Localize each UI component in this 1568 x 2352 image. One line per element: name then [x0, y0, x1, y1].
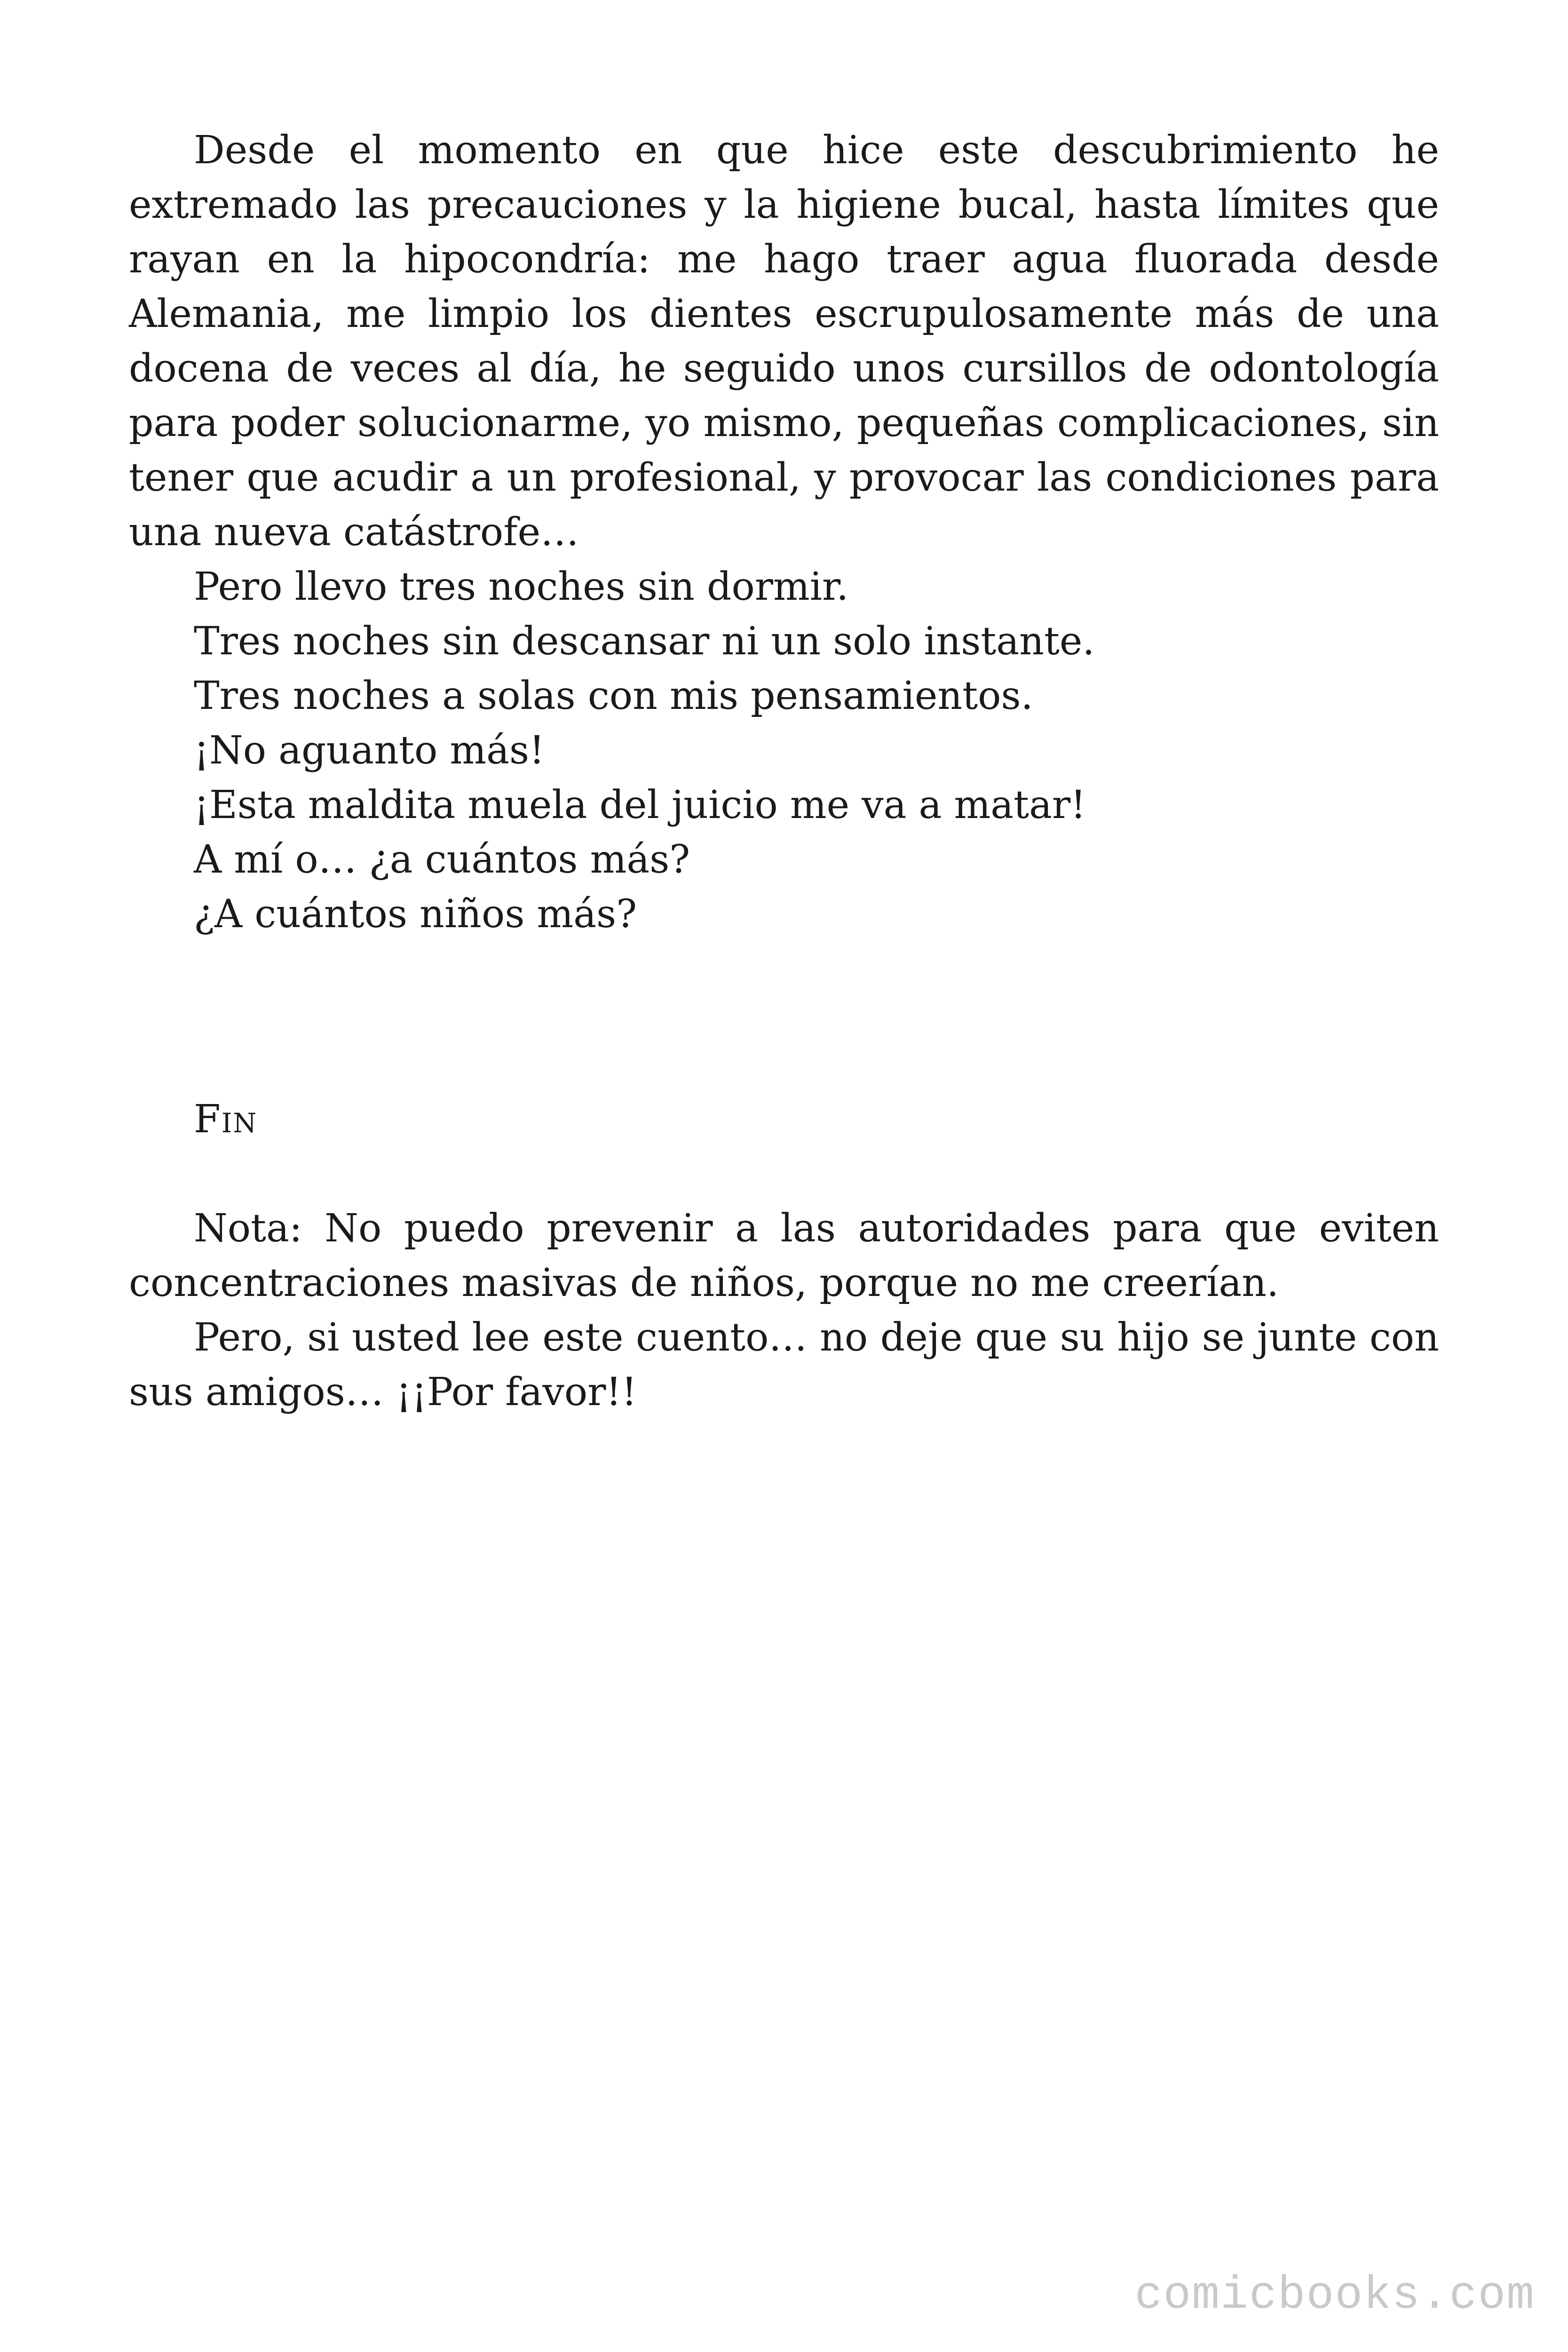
section-spacer [129, 942, 1439, 1092]
paragraph: Tres noches a solas con mis pensamientos. [194, 674, 1033, 718]
paragraph: Tres noches sin descansar ni un solo instante. [194, 619, 1095, 664]
page-body [129, 123, 1439, 1420]
paragraph: ¡Esta maldita muela del juicio me va a matar! [194, 783, 1086, 827]
watermark-text: comicbooks.com [1134, 2270, 1535, 2322]
section-spacer [129, 1147, 1439, 1201]
note-paragraph: Nota: No puedo prevenir a las autoridades para que eviten concentraciones masivas de niños, porque no me creerían. [129, 1206, 1439, 1305]
paragraph: ¡No aguanto más! [194, 728, 545, 773]
paragraph: Desde el momento en que hice este descubrimiento he extremado las precauciones y la higiene bucal, hasta límites que rayan en la hipocondría: me hago traer agua fluorada desde Alemania, me limpio los dientes escrupulosamente más de una docena de veces al día, he seguido unos cursillos de odontología para poder solucionarme, yo mismo, pequeñas complicaciones, sin tener que acudir a un profesional, y provocar las condiciones para una nueva catástrofe… [129, 128, 1439, 555]
paragraph: ¿A cuántos niños más? [194, 892, 637, 937]
ending-label: Fin [194, 1097, 258, 1142]
paragraph: Pero llevo tres noches sin dormir. [194, 564, 849, 609]
paragraph: A mí o… ¿a cuántos más? [194, 837, 690, 882]
note-paragraph: Pero, si usted lee este cuento… no deje que su hijo se junte con sus amigos… ¡¡Por favor!! [129, 1315, 1439, 1414]
